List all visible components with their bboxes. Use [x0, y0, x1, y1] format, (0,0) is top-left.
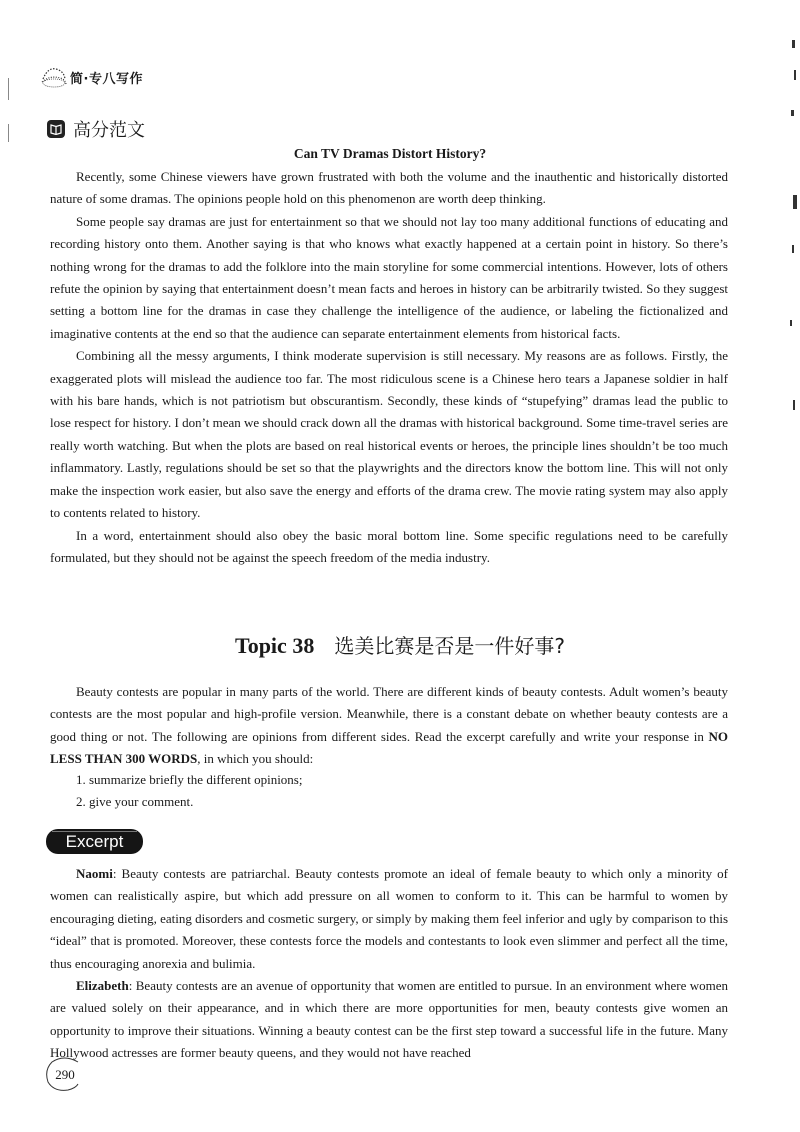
prompt-task-item: 1. summarize briefly the different opinions; — [76, 772, 303, 787]
prompt-task-item: 2. give your comment. — [76, 794, 194, 809]
margin-rule — [8, 78, 9, 100]
speaker-separator: : — [128, 978, 136, 994]
section-title: 高分范文 — [73, 120, 145, 141]
scan-mark — [792, 245, 794, 253]
speaker-opinion: Beauty contests are an avenue of opportunity that women are entitled to pursue. In an environment where women are valued solely on their appearance, and in which there are more opportunities for men, beauty contests give women an opportunity to improve their situations. Winning a beauty contest can be the first step toward a successful life in the future. Many Hollywood actresses are former beauty queens, and they would not have reached — [50, 978, 728, 1061]
scan-mark — [793, 195, 797, 209]
running-header — [40, 64, 143, 90]
prompt-text-end: , in which you should: — [197, 751, 314, 767]
speaker-separator: : — [112, 866, 122, 881]
scan-mark — [790, 320, 792, 326]
essay-paragraph: In a word, entertainment should also obey the basic moral bottom line. Some specific regulations need to be carefully formulated, but they should not be against the speech freedom of the media industry. — [50, 527, 728, 565]
section-header — [47, 116, 145, 142]
page-number-text: 290 — [55, 1067, 75, 1082]
speaker-opinion: Beauty contests are patriarchal. Beauty contests promote an ideal of female beauty to which only a minority of women can realistically aspire, but which add pressure on all women to conform to it. This can be harmful to women by encouraging dieting, eating disorders and cosmetic surgery, or simply by making them feel inferior and ugly by comparison to this “ideal” that is promoted. Moreover, these contests force the models and contestants to look even slimmer and perfect all the time, thus encouraging anorexia and bulimia. — [50, 866, 729, 971]
speaker-name: Elizabeth — [76, 978, 129, 994]
prompt-paragraph — [50, 681, 728, 771]
book-series-label: 简·专八写作 — [70, 71, 143, 87]
scan-mark — [792, 40, 795, 48]
essay-paragraph: Recently, some Chinese viewers have grown frustrated with both the volume and the inauthentic and historically distorted nature of some dramas. The opinions people hold on this phenomenon are worth deep thinking. — [50, 169, 728, 207]
scan-mark — [791, 110, 794, 116]
book-icon — [47, 120, 65, 138]
excerpt-body — [50, 863, 728, 1065]
scan-mark — [794, 70, 796, 80]
excerpt-label: Excerpt — [46, 829, 143, 854]
writing-prompt — [50, 681, 728, 771]
topic-title: 选美比赛是否是一件好事? — [334, 634, 565, 658]
excerpt-entry — [50, 863, 728, 975]
prompt-text: Beauty contests are popular in many parts of the world. There are different kinds of beauty contests. Adult women’s beauty contests are the most popular and high-profile version. Meanwhile, there is a constant debate on whether beauty contests are a good thing or not. The following are opinions from different sides. Read the excerpt carefully and write your response in — [50, 684, 728, 744]
essay-paragraph: Combining all the messy arguments, I think moderate supervision is still necessary. My reasons are as follows. Firstly, the exaggerated plots will mislead the audience too far. The most ridiculous scene is a Chinese hero tears a Japanese soldier in half with his bare hands, which is not patriotism but obscurantism. Secondly, these kinds of “stupefying” dramas lead the public to lose respect for history. I don’t mean we should crack down all the dramas with historical background. Some time-travel series are really worth watching. But when the plots are based on real historical events or heroes, the principle lines shouldn’t be too much inflammatory. Lastly, regulations should be set so that the playwrights and the directors know the bottom line. This will not only make the inspection work easier, but also save the energy and efforts of the drama crew. The movie rating system may also apply to contents related to history. — [50, 348, 728, 521]
book-logo-icon — [40, 65, 68, 89]
margin-rule — [8, 124, 9, 142]
topic-number: Topic 38 — [235, 633, 315, 658]
essay-title: Can TV Dramas Distort History? — [293, 146, 487, 161]
word-requirement: NO LESS THAN 300 WORDS — [50, 728, 728, 767]
excerpt-entry — [50, 975, 728, 1065]
essay-body — [50, 166, 728, 569]
scan-mark — [793, 400, 795, 410]
speaker-name: Naomi — [76, 866, 113, 881]
essay-paragraph: Some people say dramas are just for entertainment so that we should not lay too many additional functions of educating and recording history onto them. Another saying is that who knows what exactly happened at a certain point in history. So there’s nothing wrong for the dramas to add the folklore into the main storyline for some commercial intentions. However, lots of others refute the opinion by saying that entertainment doesn’t mean facts and heroes in history can be arbitrarily twisted. So they suggest setting a bottom line for the dramas in case they challenge the intelligence of the audience, or labeling the fictionalized and imaginative contents at the end so that the audience can separate entertainment elements from historical facts. — [50, 213, 728, 341]
page-number — [48, 1058, 82, 1092]
topic-heading — [0, 630, 800, 659]
